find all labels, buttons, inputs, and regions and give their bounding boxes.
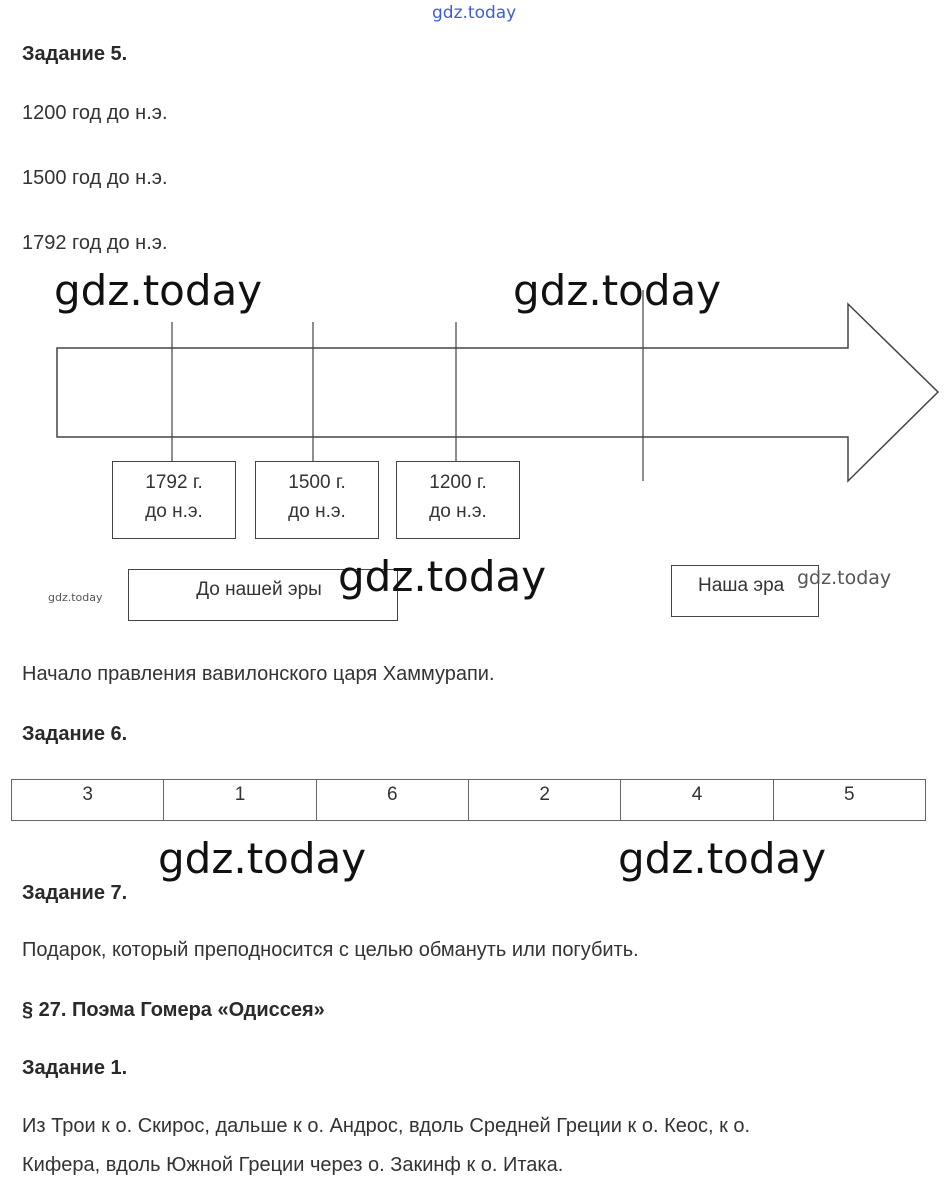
order-cell-2: 1	[164, 780, 316, 821]
order-cell-5: 4	[621, 780, 773, 821]
order-cell-6: 5	[773, 780, 925, 821]
timeline-arrow	[57, 304, 938, 481]
order-cell-4: 2	[468, 780, 620, 821]
task5-date-1: 1200 год до н.э.	[22, 102, 168, 124]
box-line1: 1500 г.	[288, 472, 346, 493]
watermark-mid: gdz.today	[797, 567, 892, 589]
watermark-big-3: gdz.today	[338, 552, 547, 601]
task6-heading: Задание 6.	[22, 723, 128, 745]
task5-answer: Начало правления вавилонского царя Хаммурапи.	[22, 663, 495, 685]
task7-heading: Задание 7.	[22, 882, 128, 904]
watermark-small: gdz.today	[48, 591, 103, 604]
box-line1: 1792 г.	[145, 472, 203, 493]
era-bc-label: До нашей эры	[196, 579, 322, 600]
task6-order-table	[11, 779, 926, 821]
box-line1: 1200 г.	[429, 472, 487, 493]
era-ad-label: Наша эра	[698, 575, 785, 596]
section-task1-heading: Задание 1.	[22, 1057, 128, 1079]
section-task1-line1: Из Трои к о. Скирос, дальше к о. Андрос, вдоль Средней Греции к о. Кеос, к о.	[22, 1115, 751, 1137]
timeline-box-1200	[396, 461, 520, 539]
timeline-box-1500	[255, 461, 379, 539]
task5-date-3: 1792 год до н.э.	[22, 232, 168, 254]
watermark-big-5: gdz.today	[618, 834, 827, 883]
timeline-box-1792	[112, 461, 236, 539]
order-cell-1: 3	[12, 780, 164, 821]
section-title: § 27. Поэма Гомера «Одиссея»	[22, 999, 325, 1021]
watermark-big-2: gdz.today	[513, 266, 722, 315]
order-cell-3: 6	[316, 780, 468, 821]
box-line2: до н.э.	[288, 501, 346, 522]
watermark-big-1: gdz.today	[54, 266, 263, 315]
box-line2: до н.э.	[145, 501, 203, 522]
task5-date-2: 1500 год до н.э.	[22, 167, 168, 189]
box-line2: до н.э.	[429, 501, 487, 522]
section-task1-line2: Кифера, вдоль Южной Греции через о. Закинф к о. Итака.	[22, 1154, 564, 1176]
watermark-big-4: gdz.today	[158, 834, 367, 883]
task7-answer: Подарок, который преподносится с целью обмануть или погубить.	[22, 939, 639, 961]
table-row	[12, 780, 926, 821]
task5-heading: Задание 5.	[22, 43, 128, 65]
watermark-top: gdz.today	[432, 3, 517, 23]
